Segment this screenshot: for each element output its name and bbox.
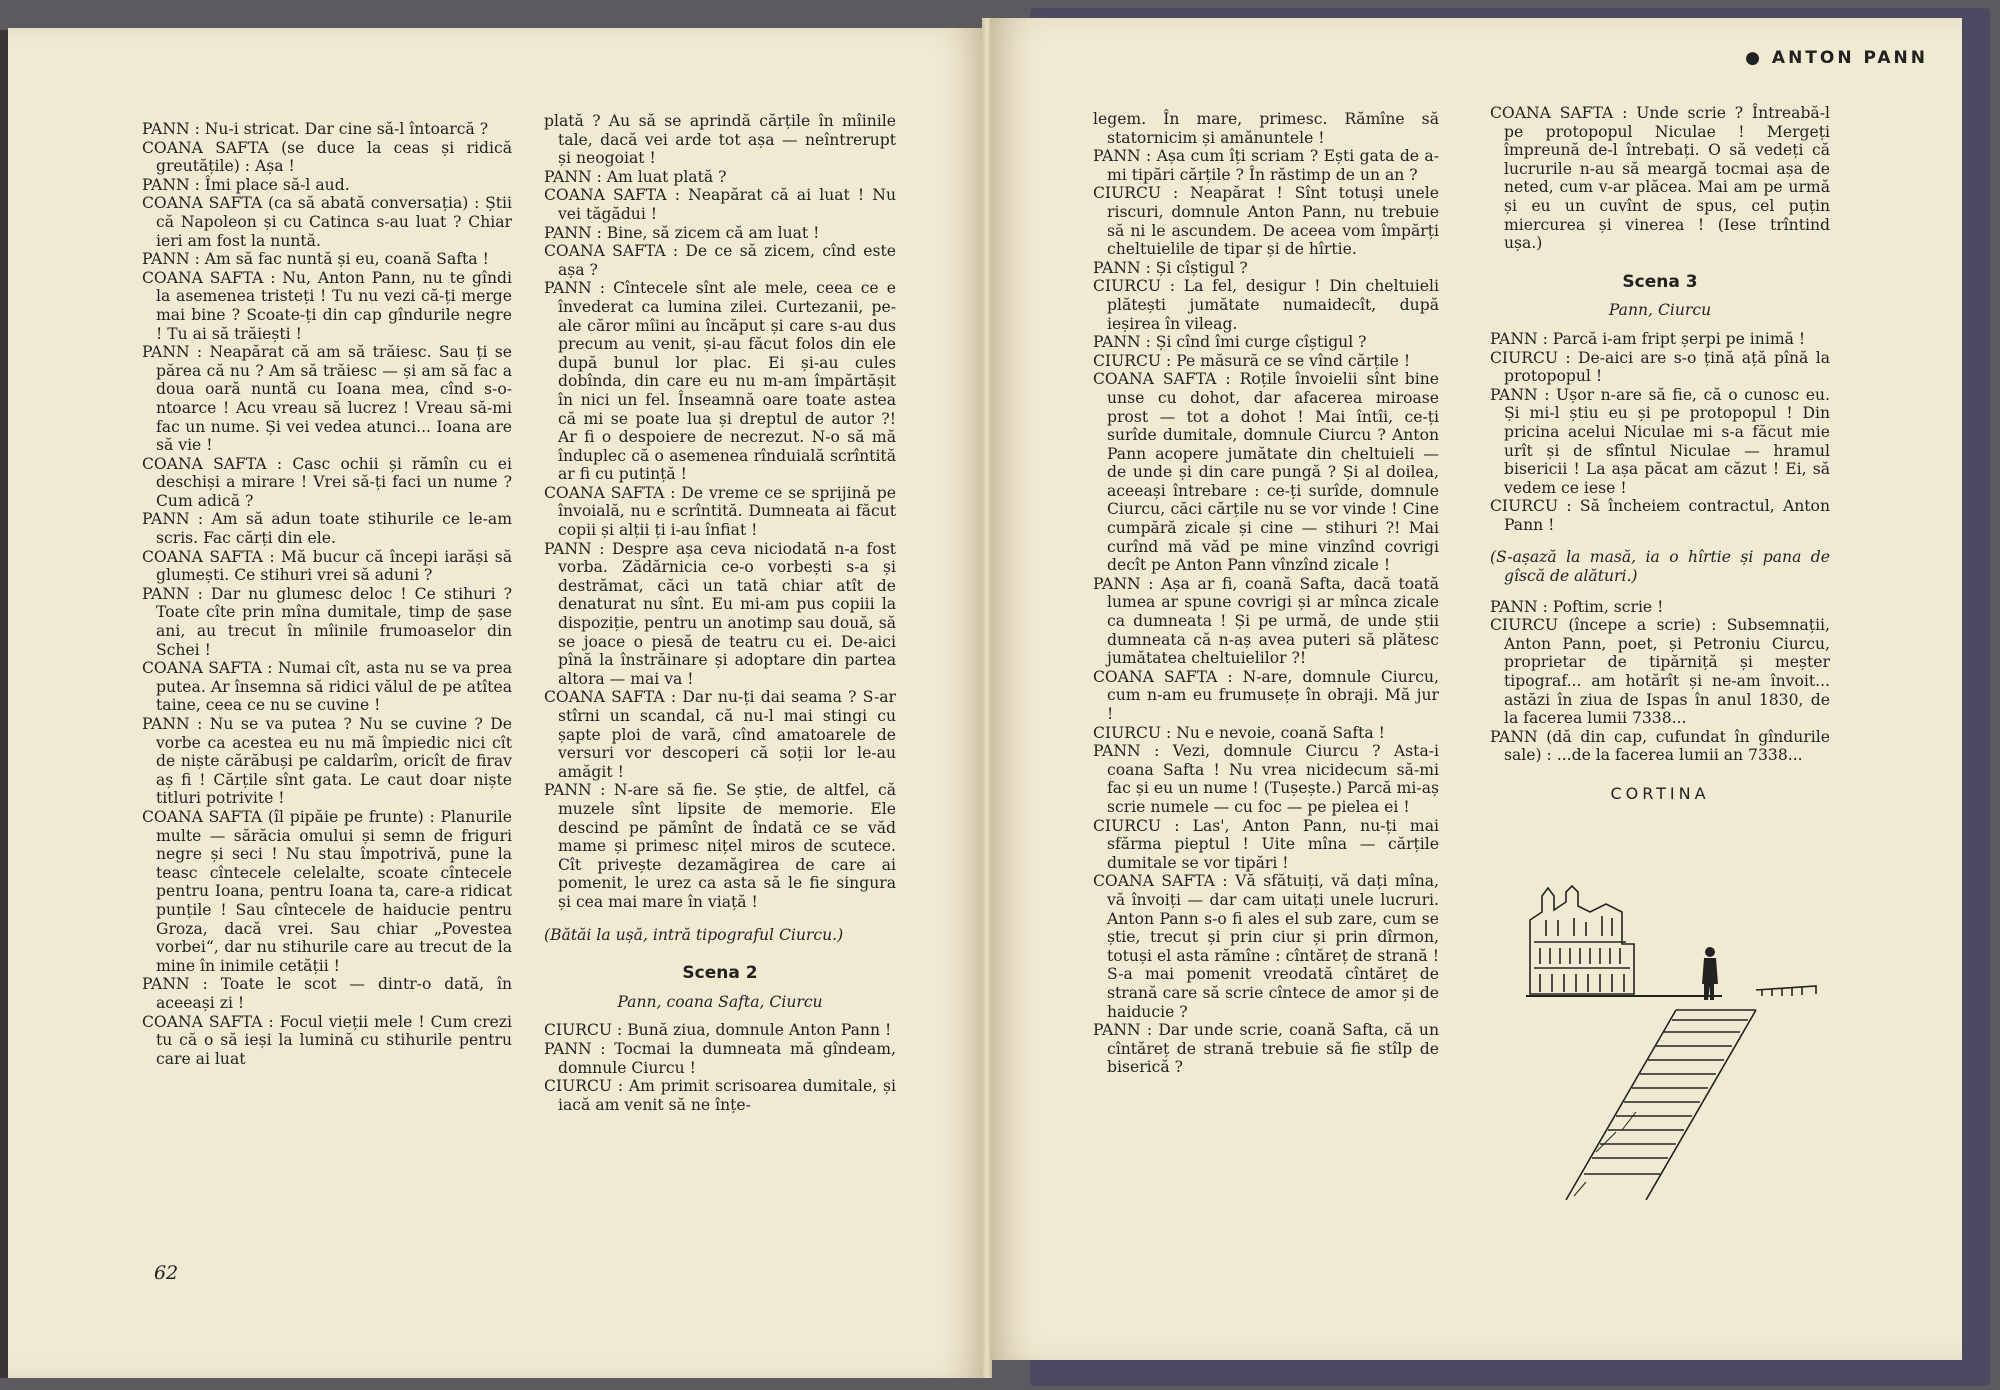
dialogue-line: PANN : Nu-i stricat. Dar cine să-l întoarcă ? [142, 120, 489, 138]
dialogue-line: CIURCU : Nu e nevoie, coană Safta ! [1093, 723, 1385, 742]
dialogue-line: CIURCU : La fel, desigur ! Din cheltuieli plătești jumătate numaidecît, după ieșirea în vileag. [1093, 277, 1439, 333]
scene-cast: Pann, Ciurcu [1608, 301, 1712, 320]
dialogue-line: PANN : Și cîștigul ? [1093, 258, 1248, 277]
dialogue-line: PANN : Parcă i-am fript șerpi pe inimă ! [1490, 329, 1806, 348]
dialogue-line: COANA SAFTA : N-are, domnule Ciurcu, cum n-am eu frumusețe în obraji. Mă jur ! [1093, 667, 1439, 723]
dialogue-line: CIURCU : Neapărat ! Sînt totuși unele riscuri, domnule Anton Pann, nu trebuie să ni le ascundem. De aceea vom împărți cheltuielile de tipar și de hîrtie. [1093, 184, 1439, 259]
running-header: ● ANTON PANN [1745, 48, 1928, 68]
dialogue-line: PANN : Tocmai la dumneata mă gîndeam, domnule Ciurcu ! [544, 1039, 896, 1077]
dialogue-line: PANN : Despre așa ceva niciodată n-a fost vorba. Zădărnicia ce-o vorbești s-a și destrămat, căci un tată chiar atît de denaturat nu sînt. Eu mi-am pus copiii la dispoziție, pentru un anotimp sau două, să se joace o piesă de teatru cu ei. De-aici pînă la înstrăinare și adoptare din partea altora — mai va ! [544, 539, 896, 688]
dialogue-line: PANN : Am să fac nuntă și eu, coană Safta ! [142, 250, 489, 269]
dialogue-line: PANN : Așa cum îți scriam ? Ești gata de a-mi tipări cărțile ? În răstimp de un an ? [1093, 147, 1439, 184]
staircase-illustration [1526, 882, 1836, 1202]
column-2 [544, 112, 896, 1114]
dialogue-line: CIURCU : Pe măsură ce se vînd cărțile ! [1093, 351, 1411, 370]
dialogue-line: CIURCU : Las', Anton Pann, nu-ți mai sfărma pieptul ! Uite mîna — cărțile dumitale se vor tipări ! [1093, 816, 1439, 872]
column-4 [1490, 104, 1830, 804]
dialogue-line: COANA SAFTA : Dar nu-ți dai seama ? S-ar stîrni un scandal, că nu-l mai stingi cu șapte ploi de vară, cînd amatoarele de versuri vor descoperi că soții lor le-au amăgit ! [544, 688, 896, 781]
scene-heading: Scena 2 [682, 963, 758, 984]
dialogue-line: COANA SAFTA : Neapărat că ai luat ! Nu vei tăgădui ! [544, 186, 896, 223]
dialogue-line: COANA SAFTA : Focul vieții mele ! Cum crezi tu că o să ieși la lumină cu stihurile pentru care ai luat [142, 1012, 512, 1068]
dialogue-line: PANN : Dar nu glumesc deloc ! Ce stihuri ? Toate cîte prin mîna dumitale, timp de șase ani, au trecut în mîinile frumoaselor din Schei ! [142, 584, 512, 659]
dialogue-line: legem. În mare, primesc. Rămîne să statornicim și amănuntele ! [1093, 110, 1439, 147]
dialogue-line: PANN : Toate le scot — dintr-o dată, în aceeași zi ! [142, 975, 512, 1012]
dialogue-line: COANA SAFTA : Nu, Anton Pann, nu te gîndi la asemenea tristeți ! Tu nu vezi că-ți merge mai bine ? Scoate-ți din cap gîndurile negre ! Tu ai să trăiești ! [142, 268, 512, 343]
dialogue-line: PANN : N-are să fie. Se știe, de altfel, că muzele sînt lipsite de memorie. Ele descind pe pămînt de îndată ce se văd mame și primesc nițel miros de scutece. Cît privește dezamăgirea de care ai pomenit, le urez ca asta să le fie singura și cea mai mare în viață ! [544, 781, 896, 911]
dialogue-line: COANA SAFTA : Numai cît, asta nu se va prea putea. Ar însemna să ridici vălul de pe atîtea taine, ceea ce nu se cuvine ! [142, 659, 512, 715]
column-3 [1093, 110, 1439, 1077]
dialogue-line: COANA SAFTA : Roțile învoielii sînt bine unse cu dohot, dar afacerea miroase prost — tot a dohot ! Mai întîi, ce-ți surîde dumitale, domnule Ciurcu ? Anton Pann acopere jumătate din cheltuieli — de unde și din care pungă ? Și al doilea, aceeași întrebare : ce-ți surîde, domnule Ciurcu, căci cărțile nu se vor vinde ! Cine cumpără zicale și cine — stihuri ?! Mai curînd mă văd pe mine vinzînd covrigi decît pe Anton Pann vînzînd zicale ! [1093, 370, 1439, 575]
dialogue-line: CIURCU : De-aici are s-o țină ață pînă la protopopul ! [1490, 348, 1830, 386]
column-1 [142, 120, 512, 1068]
dialogue-line: PANN : Nu se va putea ? Nu se cuvine ? De vorbe ca acestea eu nu mă împiedic nici cît de niște cărăbuși pe caldarîm, oricît de firav aș fi ! Cărțile sînt gata. Le caut doar niște titluri potrivite ! [142, 715, 512, 808]
dialogue-line: PANN : Vezi, domnule Ciurcu ? Asta-i coana Safta ! Nu vrea nicidecum să-mi fac și eu un nume ! (Tușește.) Parcă mi-aș scrie numele — cu foc — pe pielea ei ! [1093, 742, 1439, 816]
page-number: 62 [154, 1262, 179, 1284]
dialogue-line: CIURCU (începe a scrie) : Subsemnații, Anton Pann, poet, și Petroniu Ciurcu, proprietar de tipărniță și meșter tipograf... am hotărît și ne-am învoit... astăzi în ziua de Ispas în anul 1830, de la facerea lumii 7338... [1490, 616, 1830, 728]
dialogue-line: COANA SAFTA (ca să abată conversația) : Știi că Napoleon și cu Catinca s-au luat ? Chiar ieri am fost la nuntă. [142, 194, 512, 250]
dialogue-line: COANA SAFTA (îl pipăie pe frunte) : Planurile multe — sărăcia omului și semn de friguri negre și seci ! Nu stau împotrivă, pune la teasc cîntecele celelalte, scoate cîntecele pentru Ioana, pentru Ioana ta, care-a ridicat punțile ! Sau cîntecele de haiducie pentru Groza, dacă vrei. Sau chiar „Povestea vorbei“, dar nu stihurile care au trecut de la mine în inimile cetății ! [142, 807, 512, 975]
dialogue-line: PANN : Poftim, scrie ! [1490, 597, 1664, 616]
dialogue-line: CIURCU : Bună ziua, domnule Anton Pann ! [544, 1021, 892, 1040]
dialogue-line: PANN (dă din cap, cufundat în gîndurile sale) : ...de la facerea lumii an 7338... [1490, 727, 1830, 765]
stage-direction: (Bătăi la ușă, intră tipograful Ciurcu.) [544, 925, 844, 944]
cortina-title: CORTINA [1610, 784, 1710, 803]
dialogue-line: PANN : Am luat plată ? [544, 167, 727, 186]
dialogue-line: PANN : Așa ar fi, coană Safta, dacă toată lumea ar spune covrigi și ar mînca zicale ca dumneata ! Și pe urmă, de unde știi dumneata că n-aș avea puteri să plătesc jumătatea cheltuielilor ?! [1093, 574, 1439, 668]
dialogue-line: COANA SAFTA : Mă bucur că începi iarăși să glumești. Ce stihuri vrei să aduni ? [142, 547, 512, 585]
dialogue-line: PANN : Am să adun toate stihurile ce le-am scris. Fac cărți din ele. [142, 510, 512, 548]
dialogue-line: COANA SAFTA : De ce să zicem, cînd este așa ? [544, 242, 896, 279]
dialogue-line: PANN : Neapărat că am să trăiesc. Sau ți se părea că nu ? Am să trăiesc — și am să fac a doua oară nuntă cu Ioana mea, cînd s-o-ntoarce ! Acu vreau să lucrez ! Vreau să-mi fac un nume. Și vei vedea atunci... Ioana are să vie ! [142, 343, 512, 455]
dialogue-line: PANN : Îmi place să-l aud. [142, 175, 350, 194]
dialogue-line: PANN : Dar unde scrie, coană Safta, că un cîntăreț de strană trebuie să fie stîlp de biserică ? [1093, 1021, 1439, 1077]
dialogue-line: plată ? Au să se aprindă cărțile în mîinile tale, dacă vei arde tot așa — neîntrerupt și neogoiat ! [544, 112, 896, 168]
dialogue-line: PANN : Cîntecele sînt ale mele, ceea ce e învederat ca lumina zilei. Curtezanii, pe-ale căror mîini au încăput și care s-au dus precum au venit, și-au făcut folos din ele după bunul lor plac. Ei și-au cules dobînda, din care eu nu m-am împărtășit în nici un fel. Înseamnă oare toate astea că mi se poate lua și dreptul de autor ?! Ar fi o despoiere de necrezut. N-o să mă înduplec că o asemenea rînduială scrîntită ar fi cu putință ! [544, 279, 896, 484]
dialogue-line: COANA SAFTA : De vreme ce se sprijină pe învoială, nu e scrîntită. Dumneata ai făcut copii și alții ți i-au înfiat ! [544, 483, 896, 540]
dialogue-line: COANA SAFTA : Unde scrie ? Întreabă-l pe protopopul Niculae ! Mergeți împreună de-l întrebați. O să vedeți că lucrurile n-au să meargă tocmai așa de neted, cum v-ar plăcea. Mai am pe urmă și eu un cuvînt de spus, cel puțin miercurea și vinerea ! (Iese trîntind ușa.) [1490, 104, 1830, 253]
left-page [8, 28, 986, 1378]
scene-cast: Pann, coana Safta, Ciurcu [617, 992, 823, 1011]
dialogue-line: COANA SAFTA : Vă sfătuiți, vă dați mîna, vă învoiți — dar cam uitați unele lucruri. Anton Pann s-o fi ales el sub zare, cum se știe, trecut și prin ciur și prin dîrmon, totuși el asta rămîne : cîntăreț de strană ! S-a mai pomenit vreodată cîntăreț de strană care să scrie cîntece de amor și de haiducie ? [1093, 872, 1439, 1021]
dialogue-line: COANA SAFTA (se duce la ceas și ridică greutățile) : Așa ! [142, 138, 512, 176]
dialogue-line: PANN : Bine, să zicem că am luat ! [544, 223, 820, 242]
dialogue-line: CIURCU : Să încheiem contractul, Anton Pann ! [1490, 497, 1830, 534]
dialogue-line: CIURCU : Am primit scrisoarea dumitale, și iacă am venit să ne înțe- [544, 1077, 896, 1114]
dialogue-line: COANA SAFTA : Casc ochii și rămîn cu ei deschiși a mirare ! Vrei să-ți faci un nume ? Cum adică ? [142, 454, 512, 510]
stage-direction: (S-așază la masă, ia o hîrtie și pana de gîscă de alături.) [1490, 548, 1830, 586]
dialogue-line: PANN : Și cînd îmi curge cîștigul ? [1093, 333, 1367, 352]
dialogue-line: PANN : Ușor n-are să fie, că o cunosc eu. Și mi-l știu eu și pe protopopul ! Din pricina acelui Niculae mi s-a făcut mie urît și de sfîntul Niculae — hramul bisericii ! La așa păcat am căzut ! Ei, să vedem ce iese ! [1490, 385, 1830, 497]
scene-heading: Scena 3 [1622, 271, 1698, 292]
